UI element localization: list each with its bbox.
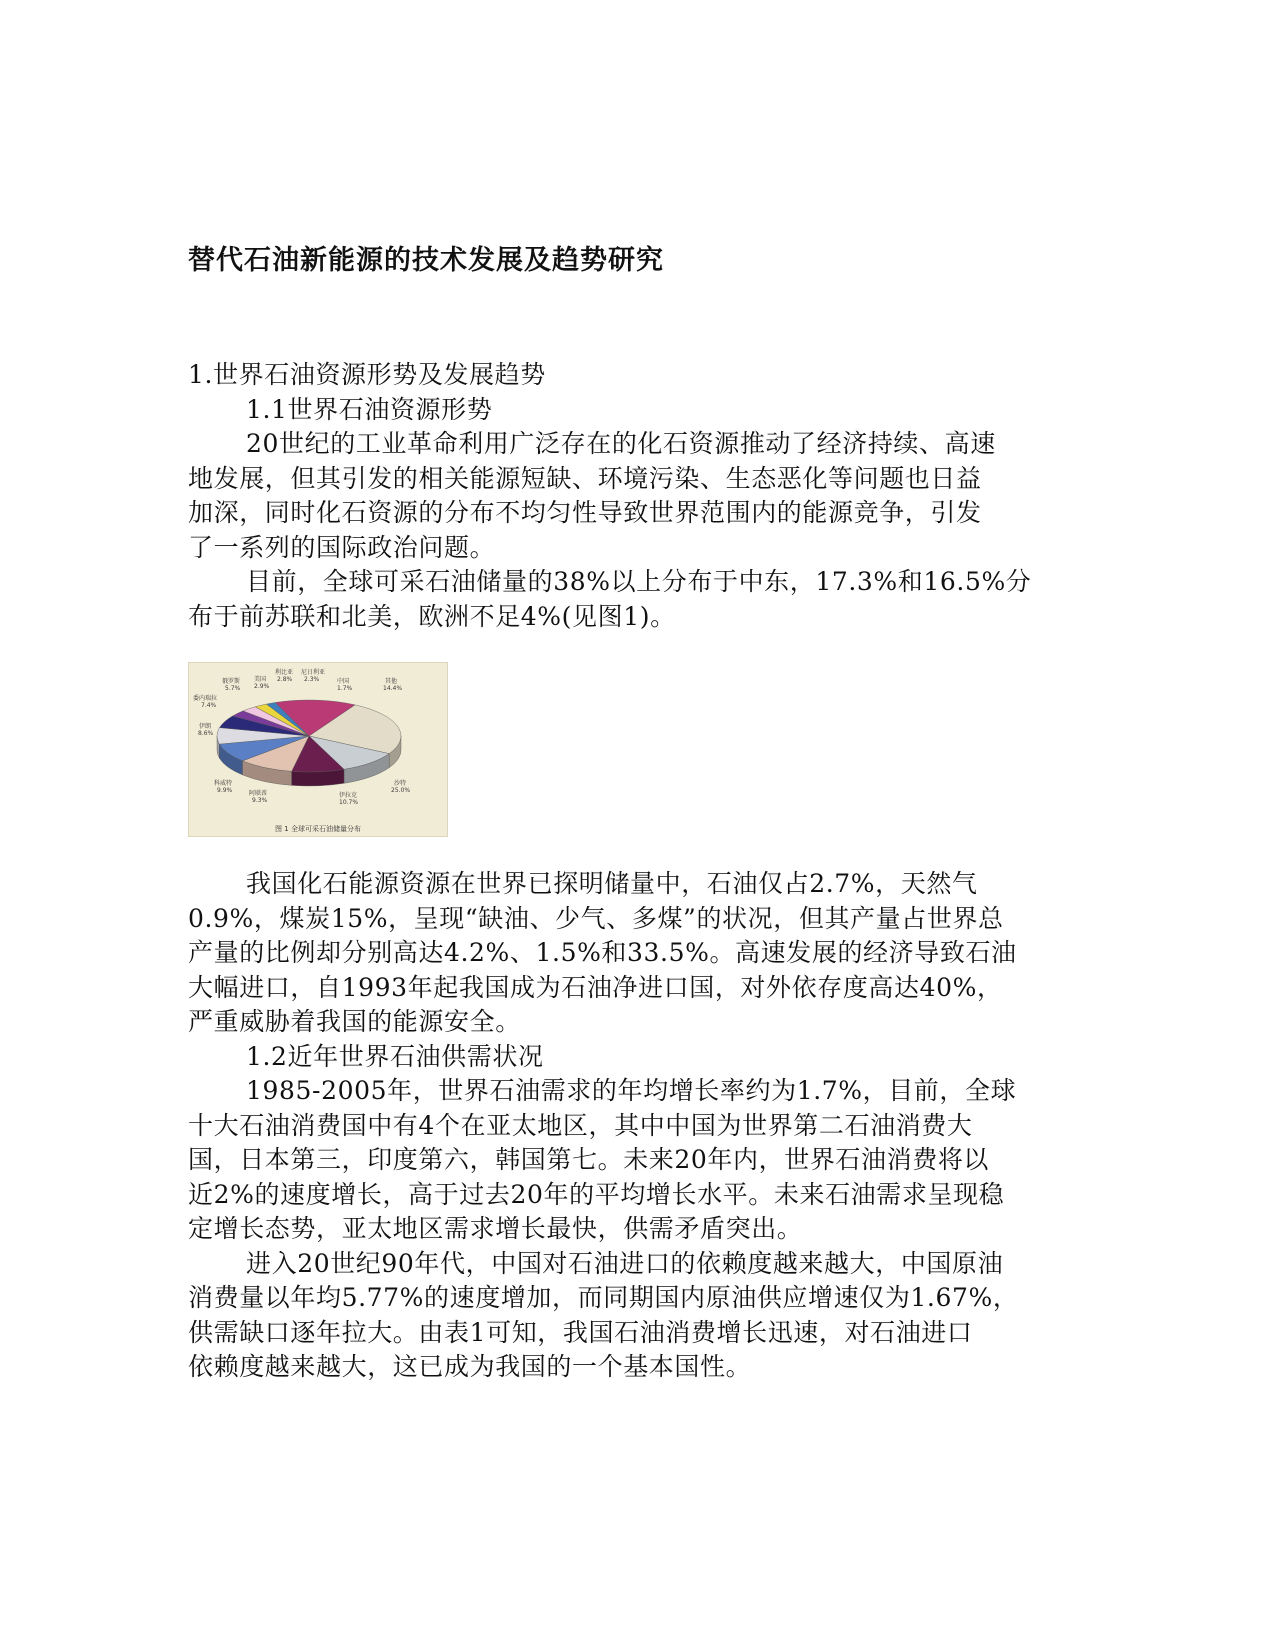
pie-label-pct: 2.9%: [254, 683, 270, 690]
pie-chart-figure: [188, 662, 448, 837]
paragraph-line: 0.9%，煤炭15%，呈现“缺油、少气、多煤”的状况，但其产量占世界总: [188, 903, 1004, 933]
figure-caption: 图 1 全球可采石油储量分布: [275, 825, 361, 833]
pie-label-name: 沙特: [394, 780, 407, 787]
pie-label-pct: 8.6%: [198, 730, 214, 737]
paragraph-line: 供需缺口逐年拉大。由表1可知，我国石油消费增长迅速，对石油进口: [188, 1317, 973, 1347]
pie-label-name: 尼日利亚: [301, 669, 326, 676]
paragraph-line: 产量的比例却分别高达4.2%、1.5%和33.5%。高速发展的经济导致石油: [188, 938, 1017, 967]
pie-label-pct: 14.4%: [383, 685, 403, 692]
subsection-heading: 1.1世界石油资源形势: [246, 394, 493, 424]
pie-label-pct: 5.7%: [225, 685, 241, 692]
paragraph-line: 消费量以年均5.77%的速度增加，而同期国内原油供应增速仅为1.67%，: [188, 1283, 1019, 1312]
pie-label-name: 俄罗斯: [222, 678, 241, 685]
pie-label-name: 美国: [254, 676, 267, 683]
subsection-heading: 1.2近年世界石油供需状况: [246, 1041, 544, 1071]
pie-label-pct: 25.0%: [391, 787, 411, 794]
paragraph-line: 目前，全球可采石油储量的38%以上分布于中东，17.3%和16.5%分: [246, 567, 1032, 596]
pie-label-name: 伊朗: [199, 723, 212, 730]
pie-chart: [189, 663, 447, 836]
paragraph-line: 20世纪的工业革命利用广泛存在的化石资源推动了经济持续、高速: [246, 429, 996, 458]
paragraph-line: 十大石油消费国中有4个在亚太地区，其中中国为世界第二石油消费大: [188, 1110, 973, 1140]
pie-label-pct: 7.4%: [201, 702, 217, 709]
pie-label-pct: 1.7%: [337, 685, 353, 692]
text-block-intro: [188, 358, 1088, 634]
pie-label-name: 科威特: [214, 780, 233, 787]
paragraph-line: 地发展，但其引发的相关能源短缺、环境污染、生态恶化等问题也日益: [188, 463, 982, 493]
paragraph-line: 1985-2005年，世界石油需求的年均增长率约为1.7%，目前，全球: [246, 1076, 1017, 1105]
pie-label-pct: 10.7%: [339, 799, 359, 806]
pie-label-pct: 9.9%: [217, 787, 233, 794]
paragraph-line: 大幅进口，自1993年起我国成为石油净进口国，对外依存度高达40%，: [188, 972, 1003, 1002]
document-title: 替代石油新能源的技术发展及趋势研究: [188, 245, 664, 276]
paragraph-line: 严重威胁着我国的能源安全。: [188, 1007, 521, 1036]
pie-label-pct: 2.3%: [304, 676, 320, 683]
paragraph-line: 我国化石能源资源在世界已探明储量中，石油仅占2.7%，天然气: [246, 869, 978, 898]
pie-label-name: 中国: [337, 678, 350, 685]
text-block-main: [188, 867, 1088, 1385]
pie-label-pct: 2.8%: [277, 676, 293, 683]
paragraph-line: 加深，同时化石资源的分布不均匀性导致世界范围内的能源竞争，引发: [188, 498, 982, 527]
pie-label-name: 利比亚: [275, 669, 294, 676]
section-heading: 1.世界石油资源形势及发展趋势: [188, 360, 546, 389]
paragraph-line: 定增长态势，亚太地区需求增长最快，供需矛盾突出。: [188, 1214, 803, 1243]
pie-label-name: 委内瑞拉: [193, 695, 218, 702]
paragraph-line: 近2%的速度增长，高于过去20年的平均增长水平。未来石油需求呈现稳: [188, 1179, 1005, 1209]
pie-label-name: 阿联酋: [249, 790, 268, 797]
paragraph-line: 依赖度越来越大，这已成为我国的一个基本国性。: [188, 1352, 752, 1381]
pie-label-pct: 9.3%: [252, 797, 268, 804]
paragraph-line: 布于前苏联和北美，欧洲不足4%(见图1)。: [188, 601, 676, 631]
pie-label-name: 伊拉克: [339, 792, 358, 799]
paragraph-line: 了一系列的国际政治问题。: [188, 532, 496, 562]
pie-label-name: 其他: [385, 678, 398, 685]
paragraph-line: 国，日本第三，印度第六，韩国第七。未来20年内，世界石油消费将以: [188, 1145, 990, 1174]
paragraph-line: 进入20世纪90年代，中国对石油进口的依赖度越来越大，中国原油: [246, 1248, 1004, 1278]
